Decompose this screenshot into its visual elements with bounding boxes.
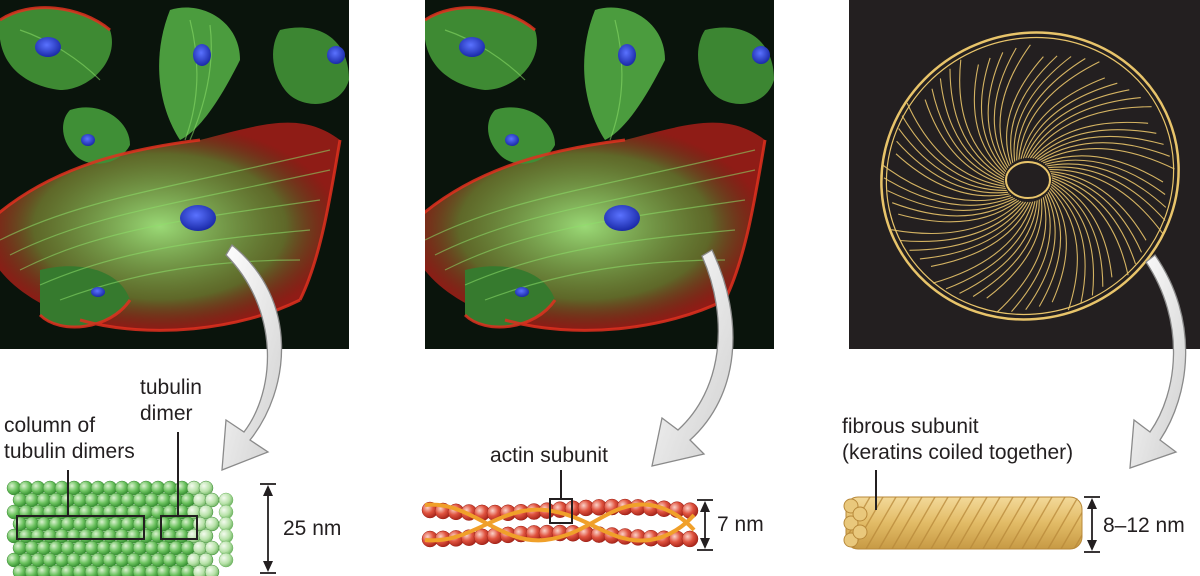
microfilament-dimension-marker bbox=[697, 500, 713, 550]
microtubule-fluorescence-image bbox=[0, 0, 349, 349]
intermediate-filament-dimension-label: 8–12 nm bbox=[1103, 514, 1185, 537]
actin-subunit-label: actin subunit bbox=[490, 444, 608, 467]
column-label-line2: tubulin dimers bbox=[4, 440, 135, 463]
fibrous-subunit-label bbox=[842, 414, 1073, 466]
column-of-tubulin-dimers-label bbox=[4, 413, 135, 465]
tubulin-dimer-label bbox=[140, 375, 202, 427]
intermediate-filament-network-image bbox=[834, 0, 1200, 368]
microtubule-dimension-label: 25 nm bbox=[283, 517, 342, 540]
actin-monomer bbox=[682, 503, 698, 519]
dimer-label-line1: tubulin bbox=[140, 376, 202, 399]
fibrous-label-line2: (keratins coiled together) bbox=[842, 441, 1074, 464]
tubulin-subunit bbox=[219, 553, 233, 567]
fibrous-label-line1: fibrous subunit bbox=[842, 415, 979, 438]
microfilament-dimension-label: 7 nm bbox=[717, 513, 764, 536]
intermediate-filament-model bbox=[840, 497, 1130, 549]
intermediate-filament-dimension-marker bbox=[1084, 497, 1100, 552]
microtubule-model bbox=[7, 481, 233, 576]
column-label-line1: column of bbox=[4, 414, 96, 437]
actin-monomer bbox=[682, 531, 698, 547]
microtubule-dimension-marker bbox=[260, 484, 276, 573]
dimer-label-line2: dimer bbox=[140, 402, 193, 425]
